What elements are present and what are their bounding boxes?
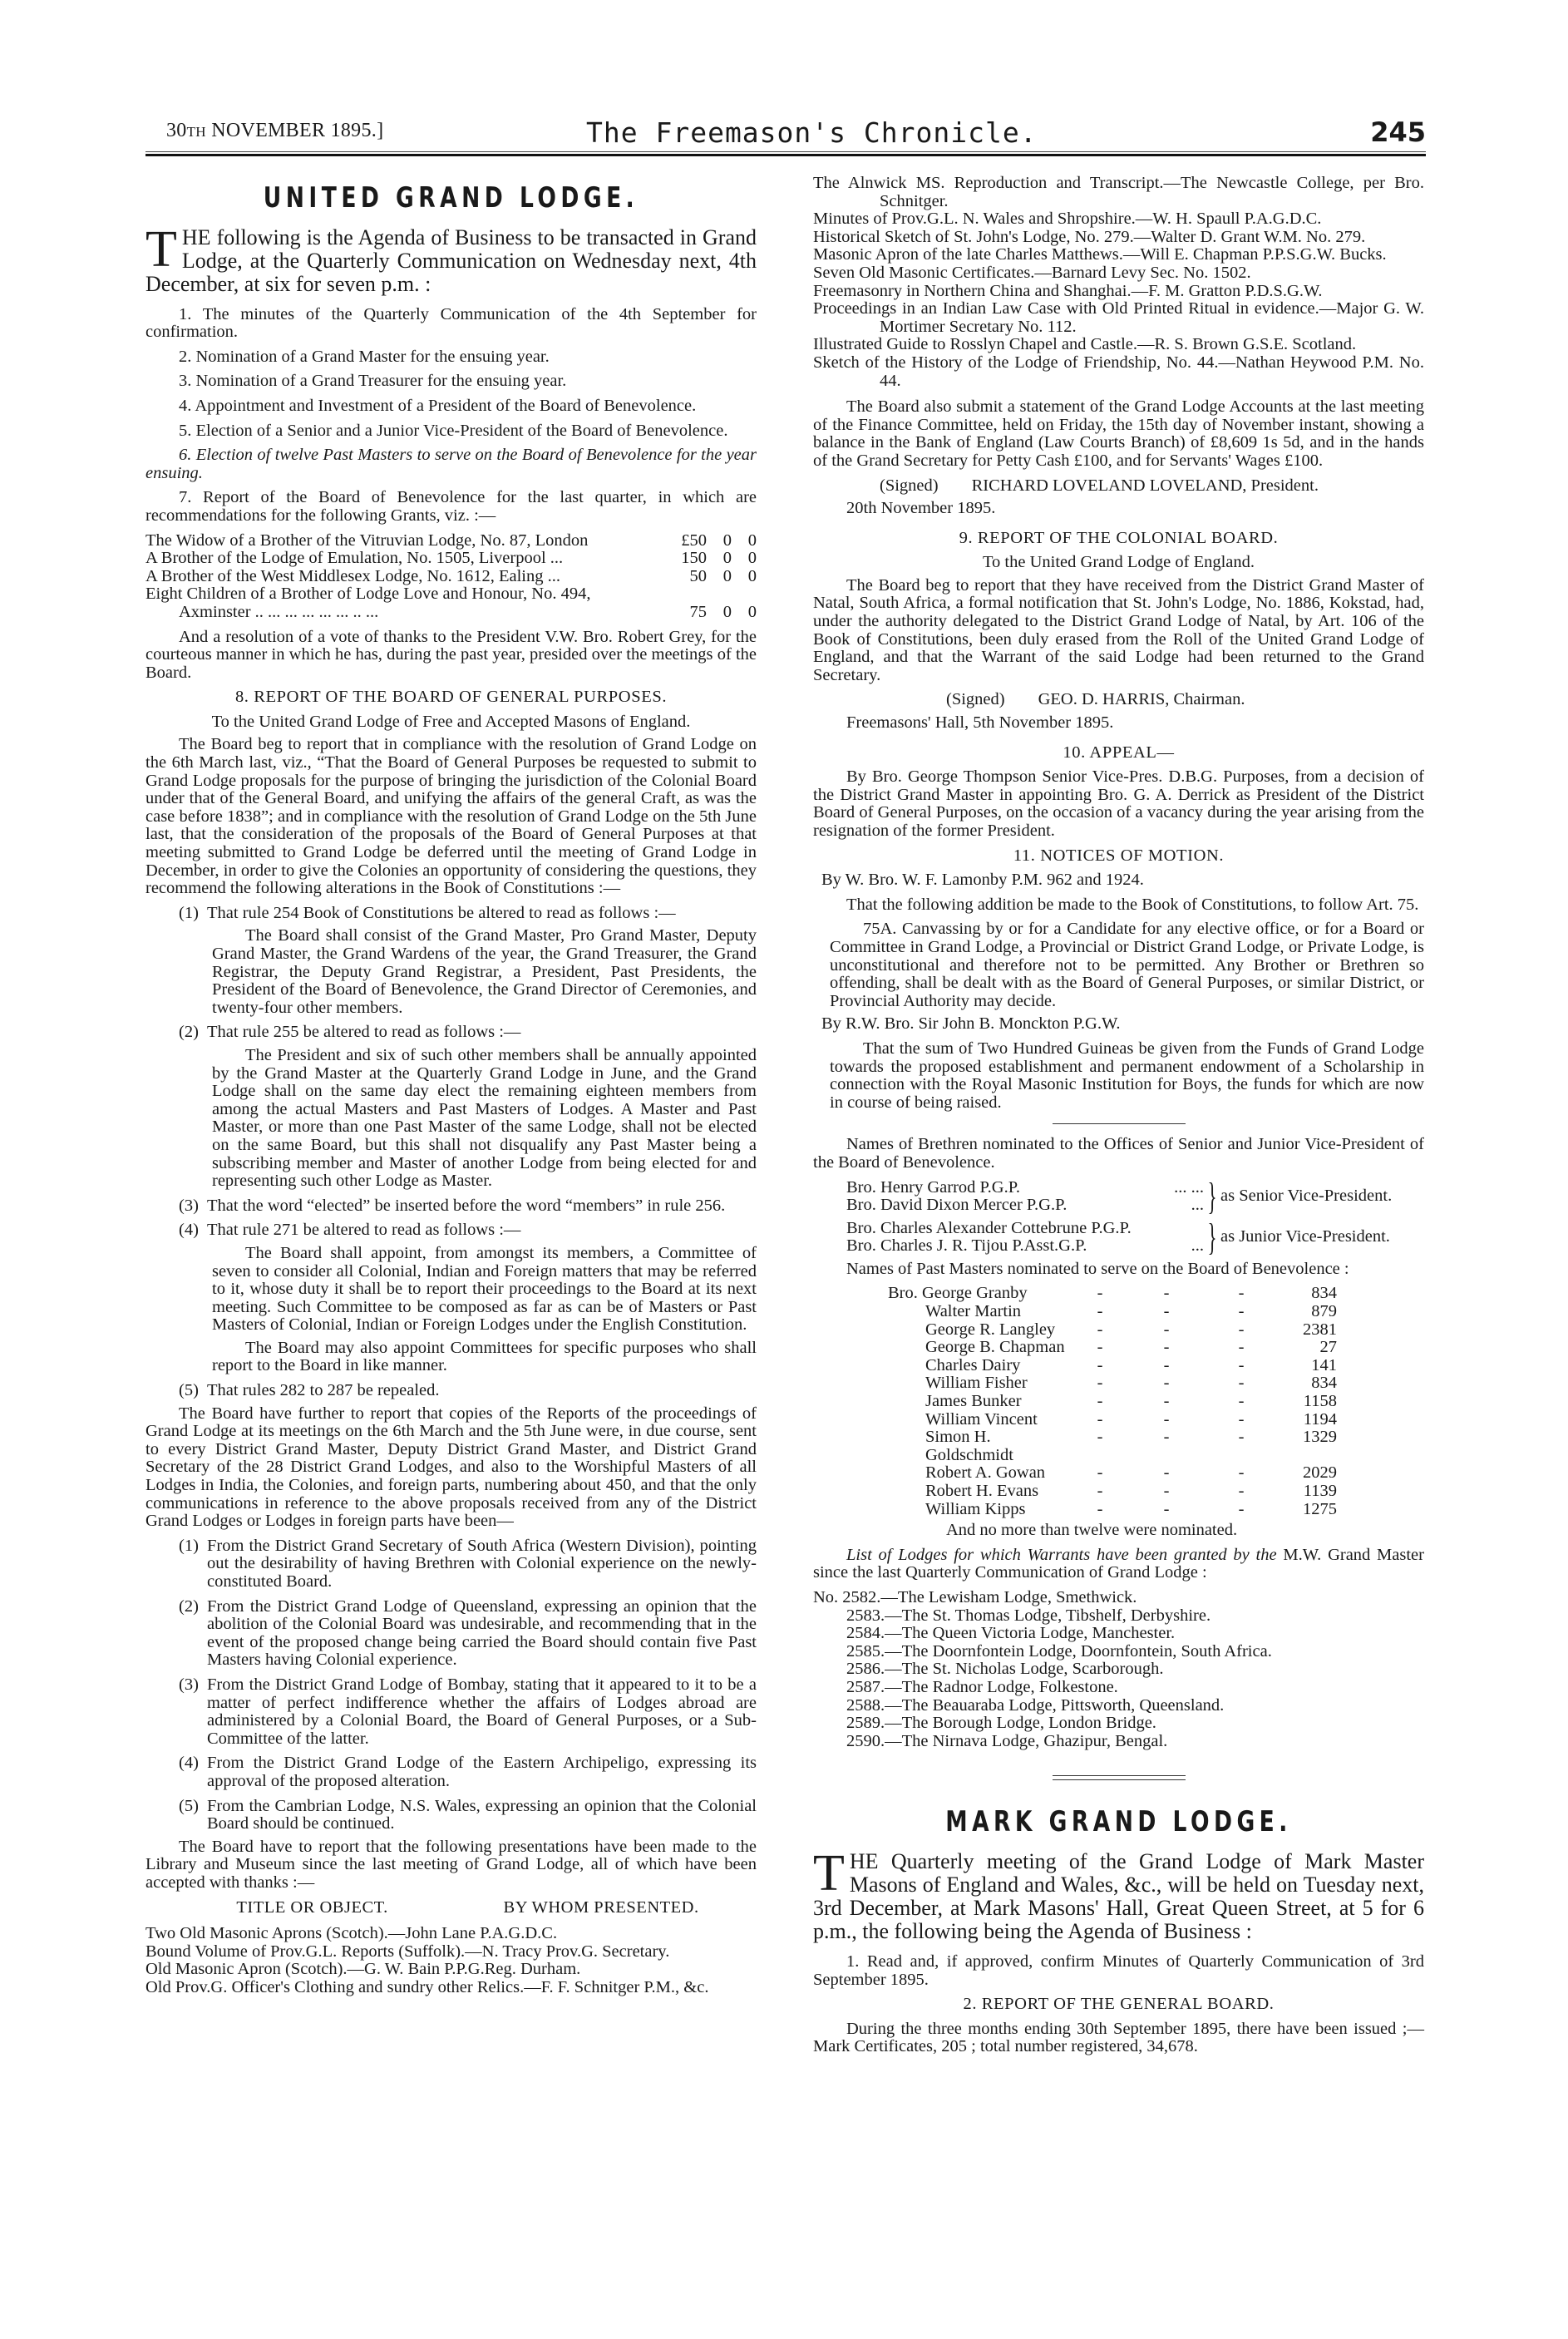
agenda-item-7: 7. Report of the Board of Benevolence for the last quarter, in which are recommendations for the following Grants, viz. :— <box>145 488 757 525</box>
grant-desc: A Brother of the Lodge of Emulation, No. 1505, Liverpool ... <box>145 549 564 568</box>
colonial-paragraph: The Board beg to report that they have received from the District Grand Master of Natal, South Africa, a formal notification that St. John's Lodge, No. 1886, Kokstad, had, under the authority delegated to the District Grand Lodge of Natal, by Art. 106 of the Book of Constitutions, been duly erased from the Roll of the United Grand Lodge of England, and that the Warrant of the said Lodge had been returned to the Grand Secretary. <box>813 575 1424 684</box>
agenda-item-1: 1. The minutes of the Quarterly Communication of the 4th September for confirmation. <box>145 304 757 342</box>
pm-row: James Bunker - - - 1158 <box>888 1393 1320 1411</box>
vote-of-thanks: And a resolution of a vote of thanks to the President V.W. Bro. Robert Grey, for the courteous manner in which he has, during the past year, presided over the meetings of the Board. <box>145 627 757 682</box>
mark-item-2-heading: 2. REPORT OF THE GENERAL BOARD. <box>963 1995 1275 2014</box>
communication-item <box>179 1798 757 1833</box>
ugl-intro-text: HE following is the Agenda of Business to be transacted in Grand Lodge, at the Quarterly Communication on Wednesday next, 4th December, at six for seven p.m. : <box>145 225 757 296</box>
pm-row: Robert H. Evans - - - 1139 <box>888 1483 1320 1501</box>
pm-name: William Vincent <box>925 1409 1038 1429</box>
colonial-heading: 9. REPORT OF THE COLONIAL BOARD. <box>959 528 1279 547</box>
publication-title: The Freemason's Chronicle. <box>586 116 1038 149</box>
rule-text: That rule 255 be altered to read as follows :— <box>207 1023 521 1042</box>
agenda-item-2: 2. Nomination of a Grand Master for the ensuing year. <box>179 347 550 366</box>
leader-dots: ... <box>1191 1196 1204 1215</box>
bgp-heading: 8. REPORT OF THE BOARD OF GENERAL PURPOSES. <box>234 688 668 707</box>
leader-dots: ... <box>1191 1236 1204 1256</box>
pm-row: Walter Martin - - - 879 <box>888 1303 1320 1321</box>
presentation-item: Two Old Masonic Aprons (Scotch).—John Lane P.A.G.D.C. <box>145 1924 558 1943</box>
leader-dots: ... ... <box>1174 1177 1204 1197</box>
mark-item-1: 1. Read and, if approved, confirm Minutes of Quarterly Communication of 3rd September 1895. <box>813 1952 1424 1989</box>
rule-item-2 <box>179 1024 757 1042</box>
presentations-header <box>179 1899 757 1917</box>
motion-1-text: That the following addition be made to the Book of Constitutions, to follow Art. 75. <box>846 895 1419 914</box>
nominee-name: Bro. Henry Garrod P.G.P. <box>846 1177 1020 1197</box>
pm-intro: Names of Past Masters nominated to serve on the Board of Benevolence : <box>846 1259 1349 1278</box>
rule-item-1 <box>179 905 757 923</box>
pm-lodge: 2381 <box>1303 1320 1337 1339</box>
item-number: (3) <box>179 1675 199 1694</box>
warrant-item: 2589.—The Borough Lodge, London Bridge. <box>846 1714 1156 1733</box>
warrant-item: 2585.—The Doornfontein Lodge, Doornfontein, South Africa. <box>846 1641 1272 1660</box>
communication-item <box>179 1754 757 1790</box>
rule-item-4 <box>179 1221 757 1240</box>
grant-desc: The Widow of a Brother of the Vitruvian Lodge, No. 87, London <box>145 530 589 550</box>
grant-pence: 0 <box>747 530 757 550</box>
nominee-name: Bro. Charles Alexander Cottebrune P.G.P. <box>846 1218 1132 1237</box>
pm-lodge: 834 <box>1311 1284 1337 1303</box>
pm-lodge: 1329 <box>1303 1428 1337 1447</box>
rule-text: That rule 254 Book of Constitutions be altered to read as follows :— <box>207 903 676 922</box>
agenda-item-4: 4. Appointment and Investment of a President of the Board of Benevolence. <box>179 396 697 415</box>
item-text: From the District Grand Lodge of Queensland, expressing an opinion that the abolition of the Colonial Board was undesirable, and recommending that in the event of the proposed change being carried the Board should contain five Past Masters having Colonial experience. <box>207 1596 757 1670</box>
pm-row: William Kipps - - - 1275 <box>888 1501 1320 1519</box>
presentation-item: The Alnwick MS. Reproduction and Transcript.—The Newcastle College, per Bro. Schnitger. <box>813 174 1424 210</box>
presentation-item: Minutes of Prov.G.L. N. Wales and Shropshire.—W. H. Spaull P.A.G.D.C. <box>813 210 1322 229</box>
motions-heading: 11. NOTICES OF MOTION. <box>1013 846 1225 865</box>
pm-name: Charles Dairy <box>925 1355 1021 1374</box>
grant-row <box>145 585 757 604</box>
nominee <box>846 1220 1204 1238</box>
presentation-item: Seven Old Masonic Certificates.—Barnard Levy Sec. No. 1502. <box>813 263 1251 282</box>
grant-shillings: 0 <box>722 602 732 621</box>
page-number: 245 <box>1370 116 1426 148</box>
pm-name: Robert H. Evans <box>925 1482 1039 1500</box>
pm-lodge: 2029 <box>1303 1463 1337 1483</box>
appeal-paragraph: By Bro. George Thompson Senior Vice-Pres. D.B.G. Purposes, from a decision of the District Grand Master in appointing Bro. G. A. Derrick as President of the District Board of General Purposes, on the occasion of a vacancy during the year arising from the resignation of the former President. <box>813 767 1424 840</box>
colonial-signature <box>946 691 1424 709</box>
vp-intro: Names of Brethren nominated to the Offices of Senior and Junior Vice-President of the Board of Benevolence. <box>813 1135 1424 1172</box>
pm-row: Simon H. Goldschmidt - - - 1329 <box>888 1429 1320 1464</box>
past-masters-list <box>888 1284 1337 1518</box>
pm-lodge: 834 <box>1311 1374 1337 1393</box>
presentation-item: Illustrated Guide to Rosslyn Chapel and Castle.—R. S. Brown G.S.E. Scotland. <box>813 335 1357 354</box>
signatory: RICHARD LOVELAND LOVELAND, President. <box>971 476 1319 495</box>
date-year: 1895.] <box>330 120 384 141</box>
pm-name: George B. Chapman <box>925 1338 1065 1357</box>
pm-lodge: 27 <box>1319 1338 1337 1357</box>
colonial-date: Freemasons' Hall, 5th November 1895. <box>846 713 1114 733</box>
warrants-intro <box>813 1547 1424 1582</box>
signatory: GEO. D. HARRIS, Chairman. <box>1038 690 1245 709</box>
signed-label: (Signed) <box>880 476 939 495</box>
colonial-addressee: To the United Grand Lodge of England. <box>982 553 1255 572</box>
warrant-item: 2583.—The St. Thomas Lodge, Tibshelf, Derbyshire. <box>846 1606 1211 1625</box>
agenda-item-5: 5. Election of a Senior and a Junior Vice-President of the Board of Benevolence. <box>179 421 728 440</box>
issue-date <box>166 120 383 142</box>
appeal-heading: 10. APPEAL— <box>1063 743 1175 762</box>
ugl-intro <box>145 220 757 296</box>
pm-lodge: 1275 <box>1303 1499 1337 1518</box>
nominee-name: Bro. Charles J. R. Tijou P.Asst.G.P. <box>846 1236 1087 1256</box>
presentation-item: Historical Sketch of St. John's Lodge, No. 279.—Walter D. Grant W.M. No. 279. <box>813 227 1366 246</box>
nominee-role: as Junior Vice-President. <box>1220 1227 1390 1246</box>
masthead <box>145 116 1426 150</box>
nominee-role: as Senior Vice-President. <box>1220 1187 1393 1206</box>
date-day: 30 <box>166 120 187 141</box>
pm-name: Simon H. Goldschmidt <box>925 1428 1013 1464</box>
presentation-item: Freemasonry in Northern China and Shanghai.—F. M. Gratton P.D.S.G.W. <box>813 281 1323 300</box>
warrant-item: 2587.—The Radnor Lodge, Folkestone. <box>846 1677 1118 1696</box>
nominee-name: Bro. David Dixon Mercer P.G.P. <box>846 1196 1068 1215</box>
grant-pence: 0 <box>747 566 757 585</box>
item-number: (2) <box>179 1596 199 1616</box>
col-header-by: BY WHOM PRESENTED. <box>503 1897 699 1917</box>
grant-shillings: 0 <box>722 549 732 568</box>
section-divider <box>1053 1123 1186 1124</box>
grant-row <box>145 568 757 586</box>
col-header-title: TITLE OR OBJECT. <box>236 1897 388 1917</box>
date-suffix: TH <box>186 124 206 140</box>
motion-2-quote: That the sum of Two Hundred Guineas be given from the Funds of Grand Lodge towards the proposed establishment and permanent endowment of a Scholarship in connection with the Royal Masonic Institution for Boys, the funds for which are now in course of being raised. <box>830 1039 1424 1112</box>
pm-row: William Vincent - - - 1194 <box>888 1411 1320 1429</box>
rule-text: That rules 282 to 287 be repealed. <box>207 1381 440 1400</box>
item-text: From the District Grand Lodge of Bombay, stating that it appeared to it to be a matter of perfect indifference whether the affairs of Lodges abroad are administered by a Colonial Board, the Board of General Purposes, or a Sub-Committee of the latter. <box>207 1675 757 1748</box>
pm-row: Robert A. Gowan - - - 2029 <box>888 1464 1320 1483</box>
pm-row: George R. Langley - - - 2381 <box>888 1321 1320 1340</box>
drop-cap: T <box>145 220 177 278</box>
warrants-intro-rest: M.W. Grand Master since the last Quarterly Communication of Grand Lodge : <box>813 1545 1424 1582</box>
presentation-item: Old Prov.G. Officer's Clothing and sundry other Relics.—F. F. Schnitger P.M., &c. <box>145 1977 709 1996</box>
motion-2-by: By R.W. Bro. Sir John B. Monckton P.G.W. <box>821 1014 1121 1034</box>
bgp-date: 20th November 1895. <box>846 499 996 518</box>
communication-item <box>179 1537 757 1591</box>
grant-row <box>145 550 757 568</box>
rule-number: (1) <box>179 903 199 922</box>
rule-quote: The Board shall appoint, from amongst its members, a Committee of seven to consider all Colonial, Indian and Foreign matters that may be referred to it, whose duty it shall be to report their proceedings to the Board at its next meeting. Such Committee to be composed as far as can be of Masters or Past Masters of Colonial, Indian or Foreign Lodges under the English Constitution. <box>212 1243 757 1335</box>
communication-item <box>179 1598 757 1670</box>
pm-name: William Kipps <box>925 1499 1026 1518</box>
rule-number: (2) <box>179 1023 199 1042</box>
item-number: (1) <box>179 1536 199 1555</box>
presentations-intro: The Board have to report that the following presentations have been made to the Library and Museum since the last meeting of Grand Lodge, all of which have been accepted with thanks :— <box>145 1837 757 1892</box>
rule-text: That rule 271 be altered to read as follows :— <box>207 1221 521 1240</box>
brace-icon: } <box>1207 1175 1217 1218</box>
rule-quote-2: The Board may also appoint Committees for specific purposes who shall report to the Board in like manner. <box>212 1338 757 1375</box>
pm-lodge: 141 <box>1311 1355 1337 1374</box>
bgp-signature <box>880 477 1424 496</box>
pm-row: William Fisher - - - 834 <box>888 1374 1320 1393</box>
date-month: NOVEMBER <box>211 120 326 141</box>
grant-pounds: £50 <box>681 530 707 550</box>
pm-name: Walter Martin <box>925 1302 1022 1321</box>
brace-icon: } <box>1207 1216 1217 1259</box>
item-number: (5) <box>179 1796 199 1815</box>
rule-number: (3) <box>179 1196 199 1215</box>
agenda-item-3: 3. Nomination of a Grand Treasurer for the ensuing year. <box>179 372 567 391</box>
pm-name: George R. Langley <box>925 1320 1056 1339</box>
grant-desc: Eight Children of a Brother of Lodge Love and Honour, No. 494, <box>145 585 591 604</box>
junior-vp-nominees <box>846 1216 1424 1259</box>
rule-number: (5) <box>179 1381 199 1400</box>
bgp-paragraph-1: The Board beg to report that in compliance with the resolution of Grand Lodge on the 6th March last, viz., “That the Board of General Purposes be requested to submit to Grand Lodge proposals for the purpose of bringing the jurisdiction of the Colonial Board under that of the General Board, and unifying the affairs of the general Craft, as was the case before 1838”; and in compliance with the resolution of Grand Lodge on the 5th June last, that the consideration of the proposals of the Board of General Purposes at that meeting submitted to Grand Lodge be deferred until the meeting of Grand Lodge in December, in order to give the Colonies an opportunity of considering the questions, they recommend the following alterations in the Book of Constitutions :— <box>145 735 757 898</box>
grants-table <box>145 532 757 622</box>
nominee <box>846 1179 1204 1197</box>
pm-row: George B. Chapman - - - 27 <box>888 1339 1320 1357</box>
presentation-item: Sketch of the History of the Lodge of Friendship, No. 44.—Nathan Heywood P.M. No. 44. <box>813 353 1424 390</box>
item-text: From the District Grand Secretary of South Africa (Western Division), pointing out the desirability of having Brethren with Colonial experience on the newly-constituted Board. <box>207 1536 757 1591</box>
motion-1-quote: 75A. Canvassing by or for a Candidate for any elective office, or for a Board or Committee in Grand Lodge, a Provincial or District Grand Lodge, or Private Lodge, is unconstitutional and therefore not to be permitted. Any Brother or Brethren so offending, shall be dealt with as the Board of General Purposes, or similar District, or Provincial Authority may decide. <box>830 920 1424 1010</box>
rule-item-5 <box>179 1382 757 1400</box>
item-number: (4) <box>179 1754 199 1773</box>
presentation-item: Old Masonic Apron (Scotch).—G. W. Bain P.P.G.Reg. Durham. <box>145 1960 581 1979</box>
rule-text: That the word “elected” be inserted before the word “members” in rule 256. <box>207 1196 726 1215</box>
warrants-intro-italic: List of Lodges for which Warrants have been granted by the <box>846 1545 1277 1564</box>
grant-shillings: 0 <box>722 566 732 585</box>
grant-pounds: 50 <box>689 566 707 585</box>
mark-intro-text: HE Quarterly meeting of the Grand Lodge of Mark Master Masons of England and Wales, &c., will be held on Tuesday next, 3rd December, at Mark Masons' Hall, Great Queen Street, at 5 for 6 p.m., the following being the Agenda of Business : <box>813 1848 1424 1943</box>
pm-name: Bro. George Granby <box>888 1284 1028 1303</box>
warrants-list <box>813 1589 1424 1750</box>
mark-item-2-text: During the three months ending 30th September 1895, there have been issued ;—Mark Certificates, 205 ; total number registered, 34,678. <box>813 2019 1424 2056</box>
motion-1-by: By W. Bro. W. F. Lamonby P.M. 962 and 1924. <box>821 871 1144 890</box>
drop-cap: T <box>813 1844 845 1902</box>
agenda-item-6: 6. Election of twelve Past Masters to serve on the Board of Benevolence for the year ensuing. <box>145 446 757 482</box>
item-text: From the District Grand Lodge of the Eastern Archipeligo, expressing its approval of the proposed alteration. <box>207 1754 757 1790</box>
article-divider <box>1053 1775 1186 1780</box>
nominee <box>846 1197 1204 1215</box>
masthead-rule <box>145 151 1426 156</box>
pm-lodge: 879 <box>1311 1302 1337 1321</box>
grant-pounds: 150 <box>681 549 707 568</box>
pm-note: And no more than twelve were nominated. <box>946 1521 1238 1540</box>
pm-lodge: 1158 <box>1303 1392 1337 1411</box>
pm-lodge: 1139 <box>1303 1482 1337 1500</box>
warrant-item: No. 2582.—The Lewisham Lodge, Smethwick. <box>813 1587 1137 1606</box>
grant-row <box>145 604 757 622</box>
bgp-paragraph-2: The Board have further to report that copies of the Reports of the proceedings of Grand Lodge at its meetings on the 6th March and the 5th June were, in due course, sent to every District Grand Master, Deputy District Grand Master, and District Grand Secretary of the 28 District Grand Lodges, and also to the Worshipful Masters of all Lodges in India, the Colonies, and foreign parts, numbering about 450, and that the only communications in reference to the above proposals received from any of the District Grand Lodges or Lodges in foreign parts have been— <box>145 1404 757 1531</box>
item-text: From the Cambrian Lodge, N.S. Wales, expressing an opinion that the Colonial Board should be continued. <box>207 1796 757 1833</box>
communication-item <box>179 1676 757 1748</box>
pm-name: William Fisher <box>925 1374 1028 1393</box>
grant-pence: 0 <box>747 549 757 568</box>
headline-mark-grand-lodge: MARK GRAND LODGE. <box>945 1805 1292 1839</box>
rule-number: (4) <box>179 1221 199 1240</box>
grant-pence: 0 <box>747 602 757 621</box>
mark-intro <box>813 1844 1424 1943</box>
grant-shillings: 0 <box>722 530 732 550</box>
left-column <box>145 175 757 1996</box>
grant-row <box>145 532 757 550</box>
headline-united-grand-lodge: UNITED GRAND LODGE. <box>263 181 639 215</box>
pm-name: James Bunker <box>925 1392 1022 1411</box>
signed-label: (Signed) <box>946 690 1005 709</box>
rule-quote: The Board shall consist of the Grand Master, Pro Grand Master, Deputy Grand Master, the Grand Wardens of the year, the Grand Treasurer, the Grand Registrar, the Deputy Grand Registrar, a President, Past Presidents, the President of the Board of Benevolence, the Grand Director of Ceremonies, and twenty-four other members. <box>212 926 757 1017</box>
grant-desc: Axminster .. ... ... ... ... ... .. ... <box>179 602 379 621</box>
pm-name: Robert A. Gowan <box>925 1463 1046 1483</box>
warrant-item: 2588.—The Beauaraba Lodge, Pittsworth, Queensland. <box>846 1695 1225 1715</box>
pm-lodge: 1194 <box>1303 1409 1337 1429</box>
grant-pounds: 75 <box>689 602 707 621</box>
nominee <box>846 1237 1204 1256</box>
warrant-item: 2584.—The Queen Victoria Lodge, Manchester. <box>846 1624 1176 1643</box>
senior-vp-nominees <box>846 1175 1424 1218</box>
warrant-item: 2586.—The St. Nicholas Lodge, Scarborough. <box>846 1660 1164 1679</box>
rule-item-3 <box>179 1197 757 1216</box>
pm-row: Bro. George Granby - - - 834 <box>888 1284 1337 1303</box>
bgp-addressee: To the United Grand Lodge of Free and Accepted Masons of England. <box>211 712 691 731</box>
grant-desc: A Brother of the West Middlesex Lodge, No. 1612, Ealing ... <box>145 566 561 585</box>
presentation-item: Masonic Apron of the late Charles Matthews.—Will E. Chapman P.P.S.G.W. Bucks. <box>813 245 1387 264</box>
pm-row: Charles Dairy - - - 141 <box>888 1357 1320 1375</box>
warrant-item: 2590.—The Nirnava Lodge, Ghazipur, Bengal. <box>846 1731 1168 1750</box>
presentation-item: Bound Volume of Prov.G.L. Reports (Suffolk).—N. Tracy Prov.G. Secretary. <box>145 1942 670 1961</box>
rule-quote: The President and six of such other members shall be annually appointed by the Grand Master at the Quarterly Grand Lodge in June, and the Grand Lodge shall on the same day elect the remaining eighteen members from among the actual Masters and Past Masters of Lodges. A Master and Past Master, or more than one Past Master of the same Lodge, shall not be elected on the same Board, but this shall not disqualify any Past Master being a subscribing member and Master of another Lodge from being elected for and representing such other Lodge as Master. <box>212 1045 757 1191</box>
right-column <box>813 175 1424 2063</box>
accounts-paragraph: The Board also submit a statement of the Grand Lodge Accounts at the last meeting of the Finance Committee, held on Friday, the 15th day of November instant, showing a balance in the Bank of England (Law Courts Branch) of £8,609 1s 5d, and in the hands of the Grand Secretary for Petty Cash £100, and for Servants' Wages £100. <box>813 397 1424 470</box>
presentation-item: Proceedings in an Indian Law Case with Old Printed Ritual in evidence.—Major G. W. Mortimer Secretary No. 112. <box>813 299 1424 336</box>
